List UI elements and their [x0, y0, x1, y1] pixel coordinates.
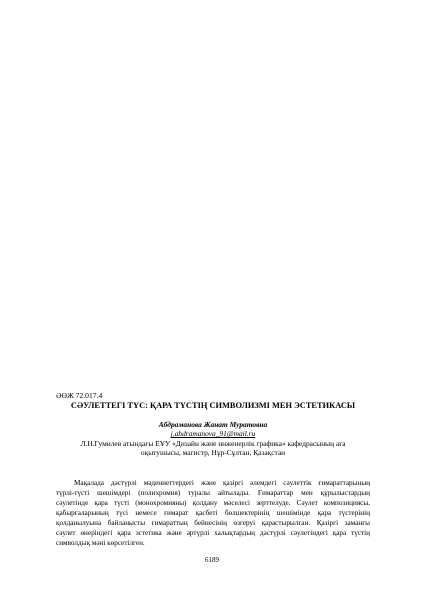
- abstract-line: қабырғаларының түсі немесе ғимарат қасбеті бөлшектерінің шешімінде қара түстерінің: [56, 509, 370, 517]
- abstract-line: Мақалада дәстүрлі мәдениеттердегі және қазіргі әлемдегі сәулеттік ғимараттарының: [74, 479, 370, 487]
- abstract: [56, 478, 370, 548]
- abstract-line: символдық мәні көрсетілген.: [56, 539, 145, 547]
- author-affiliation-line-1: Л.Н.Гумилев атындағы ЕҰУ «Дизайн және инженерлік графика» кафедрасының аға: [80, 438, 346, 448]
- abstract-line: сәулет өнеріндегі қара эстетика және әртүрлі халықтардың дәстүрлі сәулетіндегі қара түстің: [56, 529, 370, 537]
- page-number: 6189: [205, 556, 219, 564]
- author-affiliation-line-2: оқытушысы, магистр, Нұр-Сұлтан, Қазақстан: [140, 448, 286, 458]
- abstract-line: қолданылуына байланысты ғимараттың бейнесінің өзгеруі қарастырылған. Қазіргі заманғы: [56, 519, 370, 527]
- article-title: СӘУЛЕТТЕГІ ТҮС: ҚАРА ТҮСТІҢ СИМВОЛИЗМІ МЕН ЭСТЕТИКАСЫ: [70, 401, 356, 410]
- author-email-link[interactable]: j.abdramanova_91@mail.ru: [170, 429, 256, 439]
- author-name: Абдраманова Жанат Муратовна: [158, 420, 268, 429]
- udc-code: ӘӨЖ 72.017.4: [56, 391, 103, 400]
- author-block: [56, 420, 370, 458]
- abstract-line: түрлі-түсті шешімдері (полихромия) туралы айтылады. Ғимараттар мен құрылыстардың: [56, 489, 370, 497]
- abstract-line: сәулетінде қара түсті (монохромияны) қолдану мәселесі зерттелуде. Сәулет композициясы,: [56, 499, 370, 507]
